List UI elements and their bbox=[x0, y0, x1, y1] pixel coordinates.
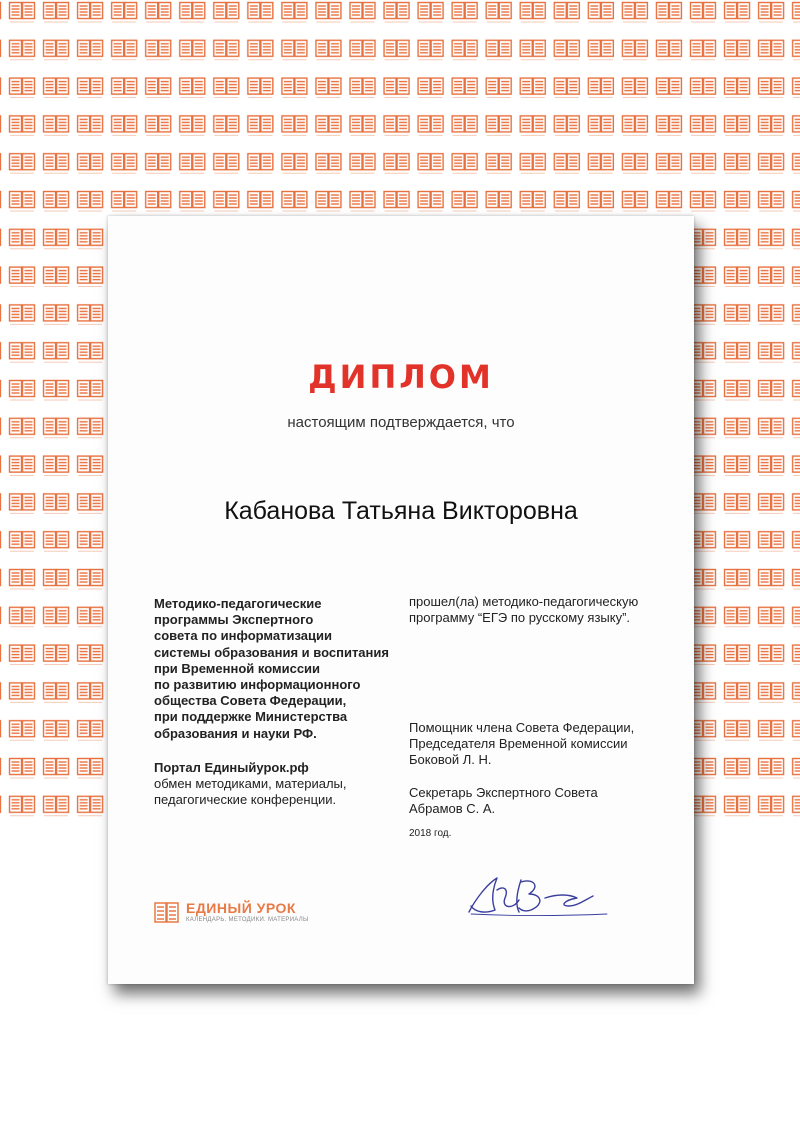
course-statement bbox=[409, 594, 689, 626]
portal-line: педагогические конференции. bbox=[154, 792, 337, 808]
issuer-line: совета по информатизации bbox=[154, 628, 332, 644]
diploma-year: 2018 год. bbox=[409, 828, 452, 839]
course-line: прошел(ла) методико-педагогическую bbox=[409, 594, 639, 609]
logo-title: ЕДИНЫЙ УРОК bbox=[186, 900, 296, 916]
course-line: программу “ЕГЭ по русскому языку”. bbox=[409, 610, 631, 625]
logo-tagline: КАЛЕНДАРЬ. МЕТОДИКИ. МАТЕРИАЛЫ bbox=[186, 917, 309, 923]
issuer-line: по развитию информационного bbox=[154, 677, 361, 693]
diploma-sheet bbox=[108, 216, 694, 984]
secretary-signatory bbox=[409, 785, 689, 817]
assistant-line: Помощник члена Совета Федерации, bbox=[409, 720, 635, 735]
assistant-line: Председателя Временной комиссии bbox=[409, 736, 628, 751]
issuer-line: Методико-педагогические bbox=[154, 596, 322, 611]
issuer-line: образования и науки РФ. bbox=[154, 725, 317, 741]
portal-block bbox=[154, 760, 404, 809]
portal-title: Портал Единыйурок.рф bbox=[154, 759, 309, 775]
signature bbox=[461, 870, 611, 930]
issuer-line: при Временной комиссии bbox=[154, 660, 321, 676]
issuer-bold-block bbox=[154, 596, 404, 742]
secretary-line: Абрамов С. А. bbox=[409, 801, 496, 816]
diploma-details bbox=[409, 594, 689, 842]
yedinyi-urok-logo bbox=[154, 900, 334, 930]
secretary-line: Секретарь Экспертного Совета bbox=[409, 785, 598, 800]
recipient-name: Кабанова Татьяна Викторовна bbox=[224, 497, 578, 525]
issuer-line: при поддержке Министерства bbox=[154, 709, 348, 725]
portal-line: обмен методиками, материалы, bbox=[154, 776, 347, 792]
issuer-line: программы Экспертного bbox=[154, 612, 314, 628]
issuer-line: системы образования и воспитания bbox=[154, 644, 389, 660]
issuer-line: общества Совета Федерации, bbox=[154, 693, 347, 709]
open-book-icon bbox=[154, 902, 180, 924]
diploma-subtitle: настоящим подтверждается, что bbox=[287, 414, 515, 431]
diploma-title: ДИПЛОМ bbox=[308, 358, 494, 396]
assistant-signatory bbox=[409, 720, 689, 768]
assistant-line: Боковой Л. Н. bbox=[409, 752, 492, 767]
issuer-description bbox=[154, 596, 404, 808]
